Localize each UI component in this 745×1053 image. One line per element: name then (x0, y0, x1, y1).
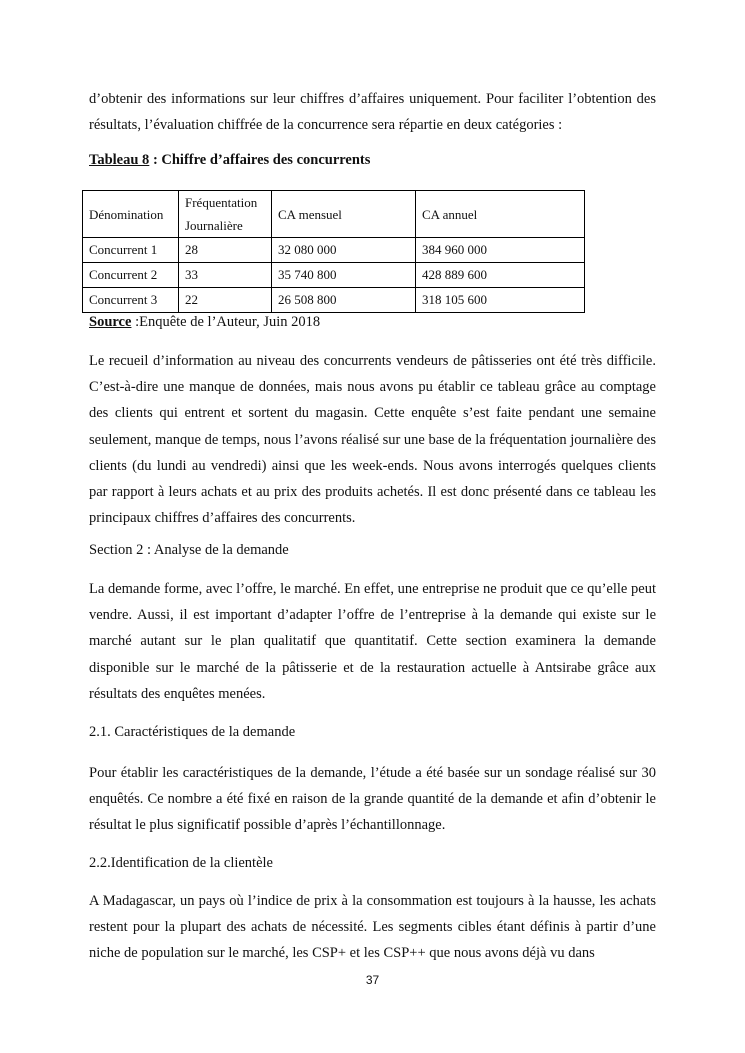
cell-ca-annuel: 318 105 600 (416, 288, 585, 313)
cell-ca-annuel: 384 960 000 (416, 238, 585, 263)
table-source (89, 314, 320, 331)
competitors-revenue-table (82, 190, 585, 313)
cell-frequentation: 28 (179, 238, 272, 263)
section-2-heading: Section 2 : Analyse de la demande (89, 542, 289, 558)
heading-2-1: 2.1. Caractéristiques de la demande (89, 724, 296, 740)
paragraph-2: Le recueil d’information au niveau des concurrents vendeurs de pâtisseries ont été très difficile. C’est-à-dire une manque de données, mais nous avons pu établir ce tableau grâce au comptage des clients qui entrent et sortent du magasin. Cette enquête s’est faite pendant une semaine seulement, manque de temps, nous l’avons réalisé sur une base de la fréquentation journalière des clients (du lundi au vendredi) ainsi que les week-ends. Nous avons interrogés quelques clients par rapport à leurs achats et au prix des produits achetés. Il est donc présenté dans ce tableau les principaux chiffres d’affaires des concurrents. (89, 353, 656, 527)
table-header-row (83, 191, 585, 238)
table-row (83, 263, 585, 288)
paragraph-3: La demande forme, avec l’offre, le marché. En effet, une entreprise ne produit que ce qu’elle peut vendre. Aussi, il est important d’adapter l’offre de l’entreprise à la demande qui existe sur le marché autant sur le plan qualitatif que quantitatif. Cette section examinera la demande disponible sur le marché de la pâtisserie et de la restauration actuelle à Antsirabe grâce aux résultats des enquêtes menées. (89, 581, 656, 702)
intro-paragraph: d’obtenir des informations sur leur chiffres d’affaires uniquement. Pour faciliter l’obtention des résultats, l’évaluation chiffrée de la concurrence sera répartie en deux catégories : (89, 91, 656, 134)
cell-ca-mensuel: 32 080 000 (272, 238, 416, 263)
paragraph-5: A Madagascar, un pays où l’indice de prix à la consommation est toujours à la hausse, les achats restent pour la plupart des achats de nécessité. Les segments cibles étant définis à partir d’une niche de population sur le marché, les CSP+ et les CSP++ que nous avons déjà vu dans (89, 893, 656, 962)
header-ca-mensuel: CA mensuel (272, 191, 416, 238)
table-caption (89, 152, 370, 169)
cell-denomination: Concurrent 2 (83, 263, 179, 288)
cell-denomination: Concurrent 3 (83, 288, 179, 313)
header-ca-annuel: CA annuel (416, 191, 585, 238)
table-caption-label: Tableau 8 (89, 152, 150, 168)
table-row (83, 238, 585, 263)
cell-denomination: Concurrent 1 (83, 238, 179, 263)
page-number: 37 (365, 973, 380, 987)
source-label: Source (89, 314, 132, 330)
header-frequentation: Fréquentation Journalière (179, 191, 272, 238)
cell-ca-annuel: 428 889 600 (416, 263, 585, 288)
header-denomination: Dénomination (83, 191, 179, 238)
cell-frequentation: 33 (179, 263, 272, 288)
paragraph-4: Pour établir les caractéristiques de la demande, l’étude a été basée sur un sondage réalisé sur 30 enquêtés. Ce nombre a été fixé en raison de la grande quantité de la demande et afin d’obtenir le résultat le plus significatif possible d’après l’échantillonnage. (89, 765, 656, 834)
table-caption-text: : Chiffre d’affaires des concurrents (149, 152, 371, 168)
cell-frequentation: 22 (179, 288, 272, 313)
cell-ca-mensuel: 35 740 800 (272, 263, 416, 288)
source-text: :Enquête de l’Auteur, Juin 2018 (131, 314, 321, 330)
heading-2-2: 2.2.Identification de la clientèle (89, 855, 273, 871)
cell-ca-mensuel: 26 508 800 (272, 288, 416, 313)
table-row (83, 288, 585, 313)
